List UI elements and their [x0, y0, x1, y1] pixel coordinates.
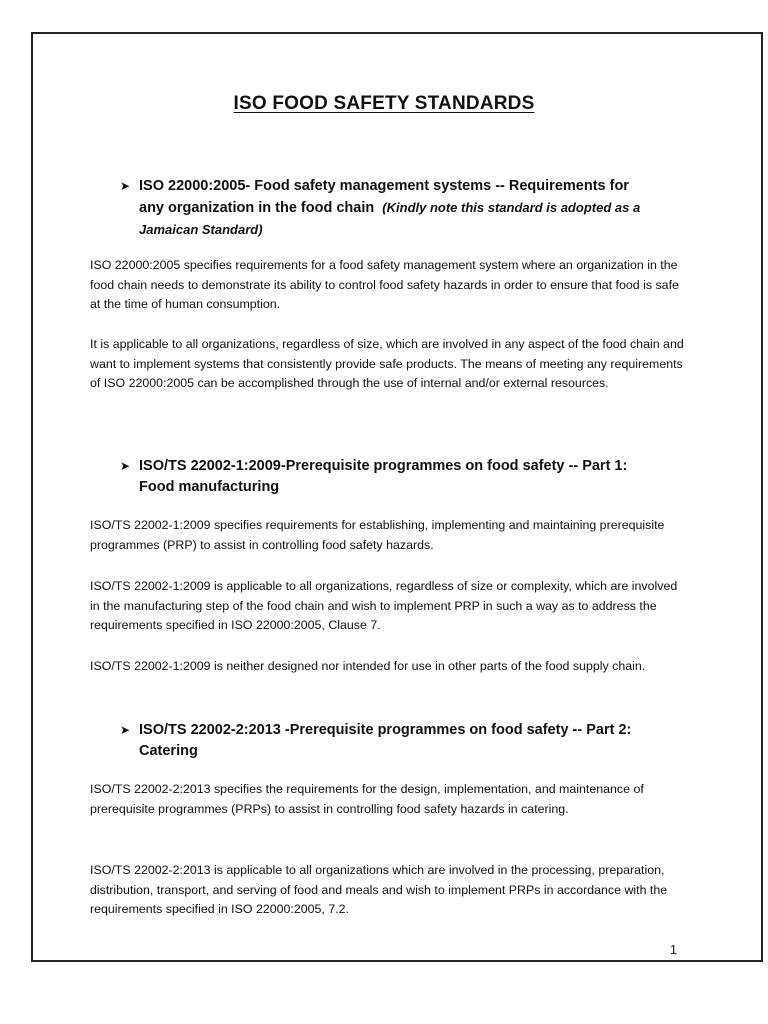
adoption-note: (Kindly note this standard is adopted as a — [382, 200, 641, 215]
section-heading-line: ISO 22000:2005- Food safety management systems -- Requirements for — [139, 178, 629, 194]
section-heading-iso-ts-22002-1 — [120, 456, 679, 498]
section-heading-iso-22000 — [120, 176, 679, 240]
section-heading-line: ISO/TS 22002-2:2013 -Prerequisite programmes on food safety -- Part 2: — [139, 722, 632, 738]
page-number: 1 — [670, 943, 677, 957]
section-heading-iso-ts-22002-2 — [120, 720, 679, 762]
paragraph: ISO/TS 22002-1:2009 is neither designed nor intended for use in other parts of the food supply chain. — [90, 659, 646, 673]
section-heading-line — [139, 197, 679, 219]
section-heading-line: ISO/TS 22002-1:2009-Prerequisite programmes on food safety -- Part 1: — [139, 458, 628, 474]
adoption-note-continued: Jamaican Standard) — [139, 222, 263, 237]
paragraph: ISO/TS 22002-2:2013 is applicable to all organizations which are involved in the processing, preparation, distribution, transport, and serving of food and meals and wish to implement PRPs in accordance with the requirements specified in ISO 22000:2005, 7.2. — [90, 863, 668, 916]
paragraph: ISO/TS 22002-1:2009 specifies requirements for establishing, implementing and maintaining prerequisite programmes (PRP) to assist in controlling food safety hazards. — [90, 518, 665, 552]
paragraph: ISO/TS 22002-2:2013 specifies the requirements for the design, implementation, and maintenance of prerequisite programmes (PRPs) to assist in controlling food safety hazards in catering. — [90, 782, 644, 816]
arrow-bullet-icon: ➤ — [120, 179, 131, 193]
section-heading-line: Food manufacturing — [139, 479, 280, 495]
arrow-bullet-icon: ➤ — [120, 723, 131, 737]
paragraph: It is applicable to all organizations, regardless of size, which are involved in any aspect of the food chain and want to implement systems that consistently provide safe products. The means of meeting any requirements of ISO 22000:2005 can be accomplished through the use of internal and/or external resources. — [90, 337, 684, 390]
section-heading-line: Catering — [139, 743, 198, 759]
page-title: ISO FOOD SAFETY STANDARDS — [233, 93, 535, 114]
paragraph: ISO 22000:2005 specifies requirements for a food safety management system where an organization in the food chain needs to demonstrate its ability to control food safety hazards in order to ensure that food is safe at the time of human consumption. — [90, 258, 679, 311]
arrow-bullet-icon: ➤ — [120, 459, 131, 473]
paragraph: ISO/TS 22002-1:2009 is applicable to all organizations, regardless of size or complexity, which are involved in the manufacturing step of the food chain and wish to implement PRP in such a way as to address the requirements specified in ISO 22000:2005, Clause 7. — [90, 579, 678, 632]
section-heading-text: any organization in the food chain — [139, 200, 375, 216]
